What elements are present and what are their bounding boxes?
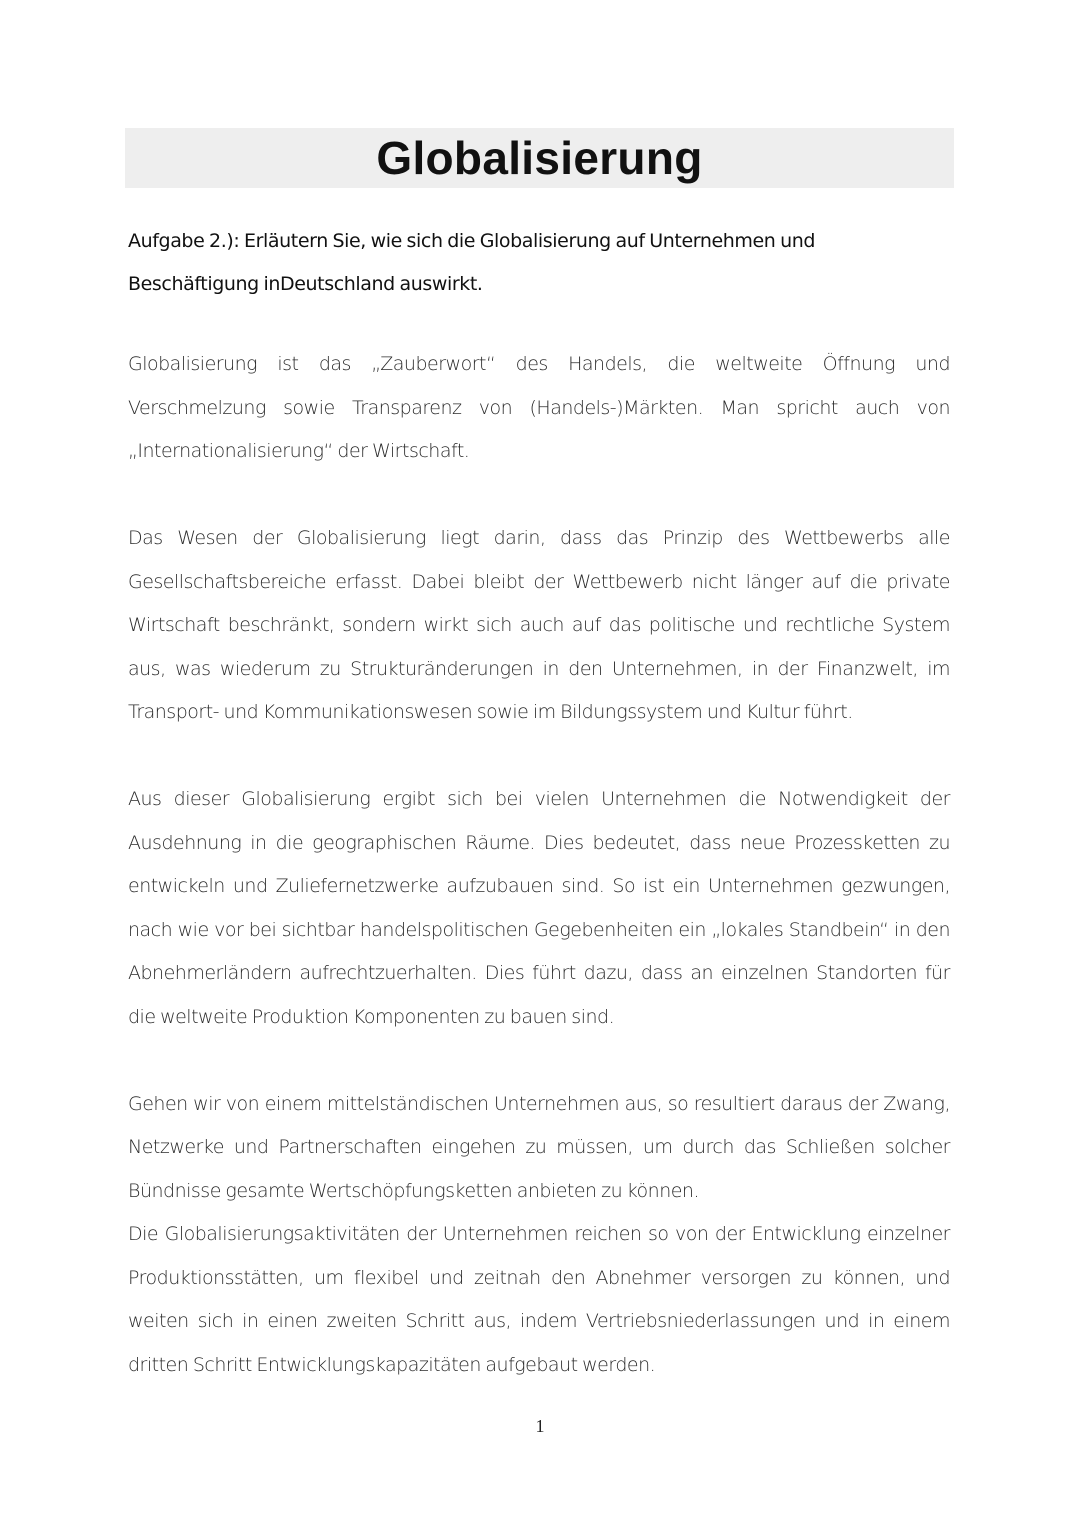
title-banner [125, 128, 954, 188]
page-number: 1 [535, 1416, 545, 1436]
paragraph-1: Globalisierung ist das „Zauberwort“ des Handels, die weltweite Öffnung und Verschmelzung sowie Transparenz von (Handels-)Märkten. Man spricht auch von „Internationalisierung“ der Wirtschaft. [128, 353, 950, 462]
paragraph-5: Die Globalisierungsaktivitäten der Unternehmen reichen so von der Entwicklung einzelner Produktionsstätten, um flexibel und zeitnah den Abnehmer versorgen zu können, und weiten sich in einen zweiten Schritt aus, indem Vertriebsniederlassungen und in einem dritten Schritt Entwicklungskapazitäten aufgebaut werden. [128, 1223, 950, 1376]
paragraph-4: Gehen wir von einem mittelständischen Unternehmen aus, so resultiert daraus der Zwang, Netzwerke und Partnerschaften eingehen zu müssen, um durch das Schließen solcher Bündnisse gesamte Wertschöpfungsketten anbieten zu können. [128, 1092, 950, 1202]
paragraph-3: Aus dieser Globalisierung ergibt sich bei vielen Unternehmen die Notwendigkeit der Ausdehnung in die geographischen Räume. Dies bedeutet, dass neue Prozessketten zu entwickeln und Zuliefernetzwerke aufzubauen sind. So ist ein Unternehmen gezwungen, nach wie vor bei sichtbar handelspolitischen Gegebenheiten ein „lokales Standbein“ in den Abnehmerländern aufrechtzuerhalten. Dies führt dazu, dass an einzelnen Standorten für die weltweite Produktion Komponenten zu bauen sind. [128, 788, 950, 1028]
task-heading: Aufgabe 2.): Erläutern Sie, wie sich die Globalisierung auf Unternehmen und Beschäftigung inDeutschland auswirkt. [128, 230, 816, 295]
page-title: Globalisierung [376, 132, 703, 184]
body-text [128, 343, 950, 1387]
paragraph-2: Das Wesen der Globalisierung liegt darin, dass das Prinzip des Wettbewerbs alle Gesellschaftsbereiche erfasst. Dabei bleibt der Wettbewerb nicht länger auf die private Wirtschaft beschränkt, sondern wirkt sich auch auf das politische und rechtliche System aus, was wiederum zu Strukturänderungen in den Unternehmen, in der Finanzwelt, im Transport- und Kommunikationswesen sowie im Bildungssystem und Kultur führt. [128, 527, 950, 723]
